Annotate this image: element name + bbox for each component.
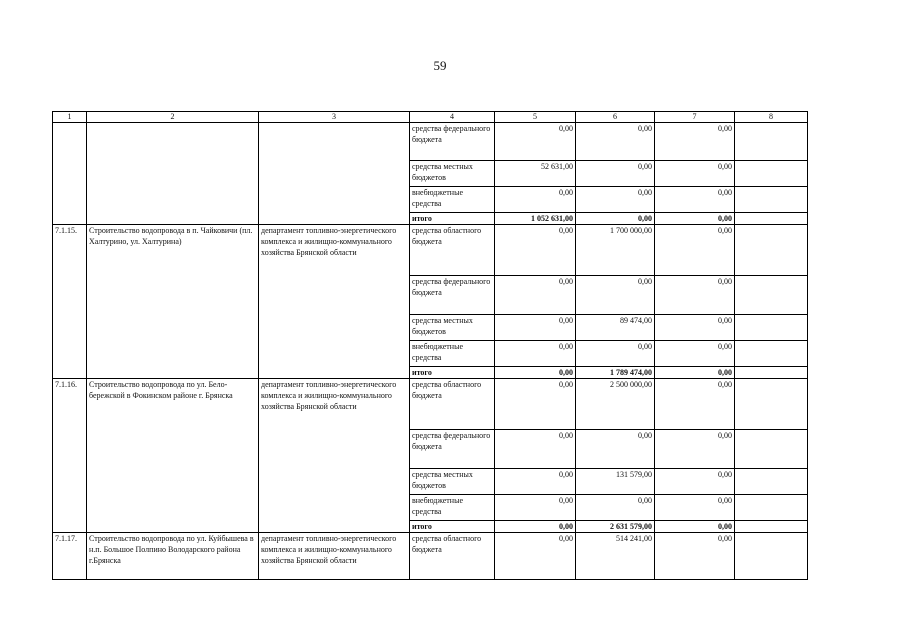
amount-cell-c5: 0,00 (495, 187, 576, 213)
amount-cell-c8 (735, 367, 808, 379)
amount-cell-c5: 0,00 (495, 469, 576, 495)
amount-cell-c8 (735, 187, 808, 213)
amount-cell-c5: 0,00 (495, 225, 576, 276)
amount-cell-c6: 0,00 (576, 430, 655, 469)
amount-cell-c5: 0,00 (495, 276, 576, 315)
item-department: департамент топливно-энергетического комплекса и жилищно-коммунального хозяйства Брянской области (259, 379, 410, 533)
amount-cell-c6: 0,00 (576, 161, 655, 187)
funding-source-label: итого (410, 367, 495, 379)
amount-cell-c6: 89 474,00 (576, 315, 655, 341)
funding-source-label: внебюджетные средства (410, 187, 495, 213)
amount-cell-c6: 131 579,00 (576, 469, 655, 495)
amount-cell-c6: 0,00 (576, 495, 655, 521)
amount-cell-c5: 0,00 (495, 521, 576, 533)
amount-cell-c6: 2 631 579,00 (576, 521, 655, 533)
amount-cell-c6: 514 241,00 (576, 533, 655, 580)
funding-source-label: средства федерального бюджета (410, 123, 495, 161)
amount-cell-c8 (735, 276, 808, 315)
amount-cell-c7: 0,00 (655, 276, 735, 315)
amount-cell-c7: 0,00 (655, 367, 735, 379)
amount-cell-c7: 0,00 (655, 521, 735, 533)
item-department: департамент топливно-энергетического комплекса и жилищно-коммунального хозяйства Брянской области (259, 533, 410, 580)
item-code: 7.1.17. (53, 533, 87, 580)
amount-cell-c7: 0,00 (655, 430, 735, 469)
funding-source-label: итого (410, 213, 495, 225)
amount-cell-c7: 0,00 (655, 341, 735, 367)
item-name (87, 123, 259, 225)
column-number: 5 (495, 112, 576, 123)
funding-source-row (53, 123, 808, 161)
amount-cell-c7: 0,00 (655, 161, 735, 187)
amount-cell-c7: 0,00 (655, 315, 735, 341)
funding-source-label: внебюджетные средства (410, 341, 495, 367)
amount-cell-c6: 0,00 (576, 341, 655, 367)
column-number: 3 (259, 112, 410, 123)
funding-source-label: средства местных бюджетов (410, 315, 495, 341)
amount-cell-c8 (735, 161, 808, 187)
amount-cell-c6: 1 789 474,00 (576, 367, 655, 379)
amount-cell-c5: 0,00 (495, 123, 576, 161)
amount-cell-c7: 0,00 (655, 213, 735, 225)
item-code: 7.1.16. (53, 379, 87, 533)
amount-cell-c8 (735, 341, 808, 367)
column-number: 8 (735, 112, 808, 123)
amount-cell-c5: 0,00 (495, 533, 576, 580)
funding-source-label: средства местных бюджетов (410, 161, 495, 187)
amount-cell-c6: 0,00 (576, 123, 655, 161)
amount-cell-c8 (735, 379, 808, 430)
amount-cell-c5: 0,00 (495, 430, 576, 469)
amount-cell-c5: 0,00 (495, 495, 576, 521)
page-number: 59 (433, 58, 447, 73)
amount-cell-c7: 0,00 (655, 469, 735, 495)
funding-source-row (53, 379, 808, 430)
funding-source-row (53, 533, 808, 580)
amount-cell-c8 (735, 469, 808, 495)
item-department (259, 123, 410, 225)
amount-cell-c8 (735, 495, 808, 521)
amount-cell-c8 (735, 533, 808, 580)
amount-cell-c8 (735, 123, 808, 161)
amount-cell-c6: 0,00 (576, 187, 655, 213)
item-code (53, 123, 87, 225)
amount-cell-c6: 2 500 000,00 (576, 379, 655, 430)
amount-cell-c5: 0,00 (495, 367, 576, 379)
funding-source-row (53, 225, 808, 276)
amount-cell-c7: 0,00 (655, 187, 735, 213)
column-number: 7 (655, 112, 735, 123)
funding-source-label: внебюджетные средства (410, 495, 495, 521)
funding-source-label: средства федерального бюджета (410, 276, 495, 315)
column-number: 4 (410, 112, 495, 123)
amount-cell-c7: 0,00 (655, 123, 735, 161)
item-name: Строительство водопровода по ул. Куйбышева в н.п. Большое Полпино Володарского района г.Брянска (87, 533, 259, 580)
amount-cell-c7: 0,00 (655, 495, 735, 521)
item-name: Строительство водопровода в п. Чайковичи (пл. Халтурино, ул. Халтурина) (87, 225, 259, 379)
amount-cell-c8 (735, 430, 808, 469)
amount-cell-c5: 52 631,00 (495, 161, 576, 187)
item-code: 7.1.15. (53, 225, 87, 379)
funding-source-label: средства областного бюджета (410, 533, 495, 580)
amount-cell-c7: 0,00 (655, 533, 735, 580)
funding-source-label: средства областного бюджета (410, 225, 495, 276)
item-department: департамент топливно-энергетического комплекса и жилищно-коммунального хозяйства Брянской области (259, 225, 410, 379)
funding-source-label: итого (410, 521, 495, 533)
amount-cell-c6: 1 700 000,00 (576, 225, 655, 276)
column-number: 1 (53, 112, 87, 123)
amount-cell-c6: 0,00 (576, 213, 655, 225)
amount-cell-c8 (735, 213, 808, 225)
budget-table (52, 111, 808, 580)
amount-cell-c7: 0,00 (655, 379, 735, 430)
amount-cell-c8 (735, 225, 808, 276)
funding-source-label: средства местных бюджетов (410, 469, 495, 495)
item-name: Строительство водопровода по ул. Бело-бережской в Фокинском районе г. Брянска (87, 379, 259, 533)
amount-cell-c5: 0,00 (495, 379, 576, 430)
amount-cell-c6: 0,00 (576, 276, 655, 315)
funding-source-label: средства областного бюджета (410, 379, 495, 430)
amount-cell-c5: 0,00 (495, 315, 576, 341)
column-number: 2 (87, 112, 259, 123)
amount-cell-c5: 0,00 (495, 341, 576, 367)
column-number-row (53, 112, 808, 123)
funding-source-label: средства федерального бюджета (410, 430, 495, 469)
amount-cell-c5: 1 052 631,00 (495, 213, 576, 225)
amount-cell-c7: 0,00 (655, 225, 735, 276)
column-number: 6 (576, 112, 655, 123)
amount-cell-c8 (735, 521, 808, 533)
amount-cell-c8 (735, 315, 808, 341)
